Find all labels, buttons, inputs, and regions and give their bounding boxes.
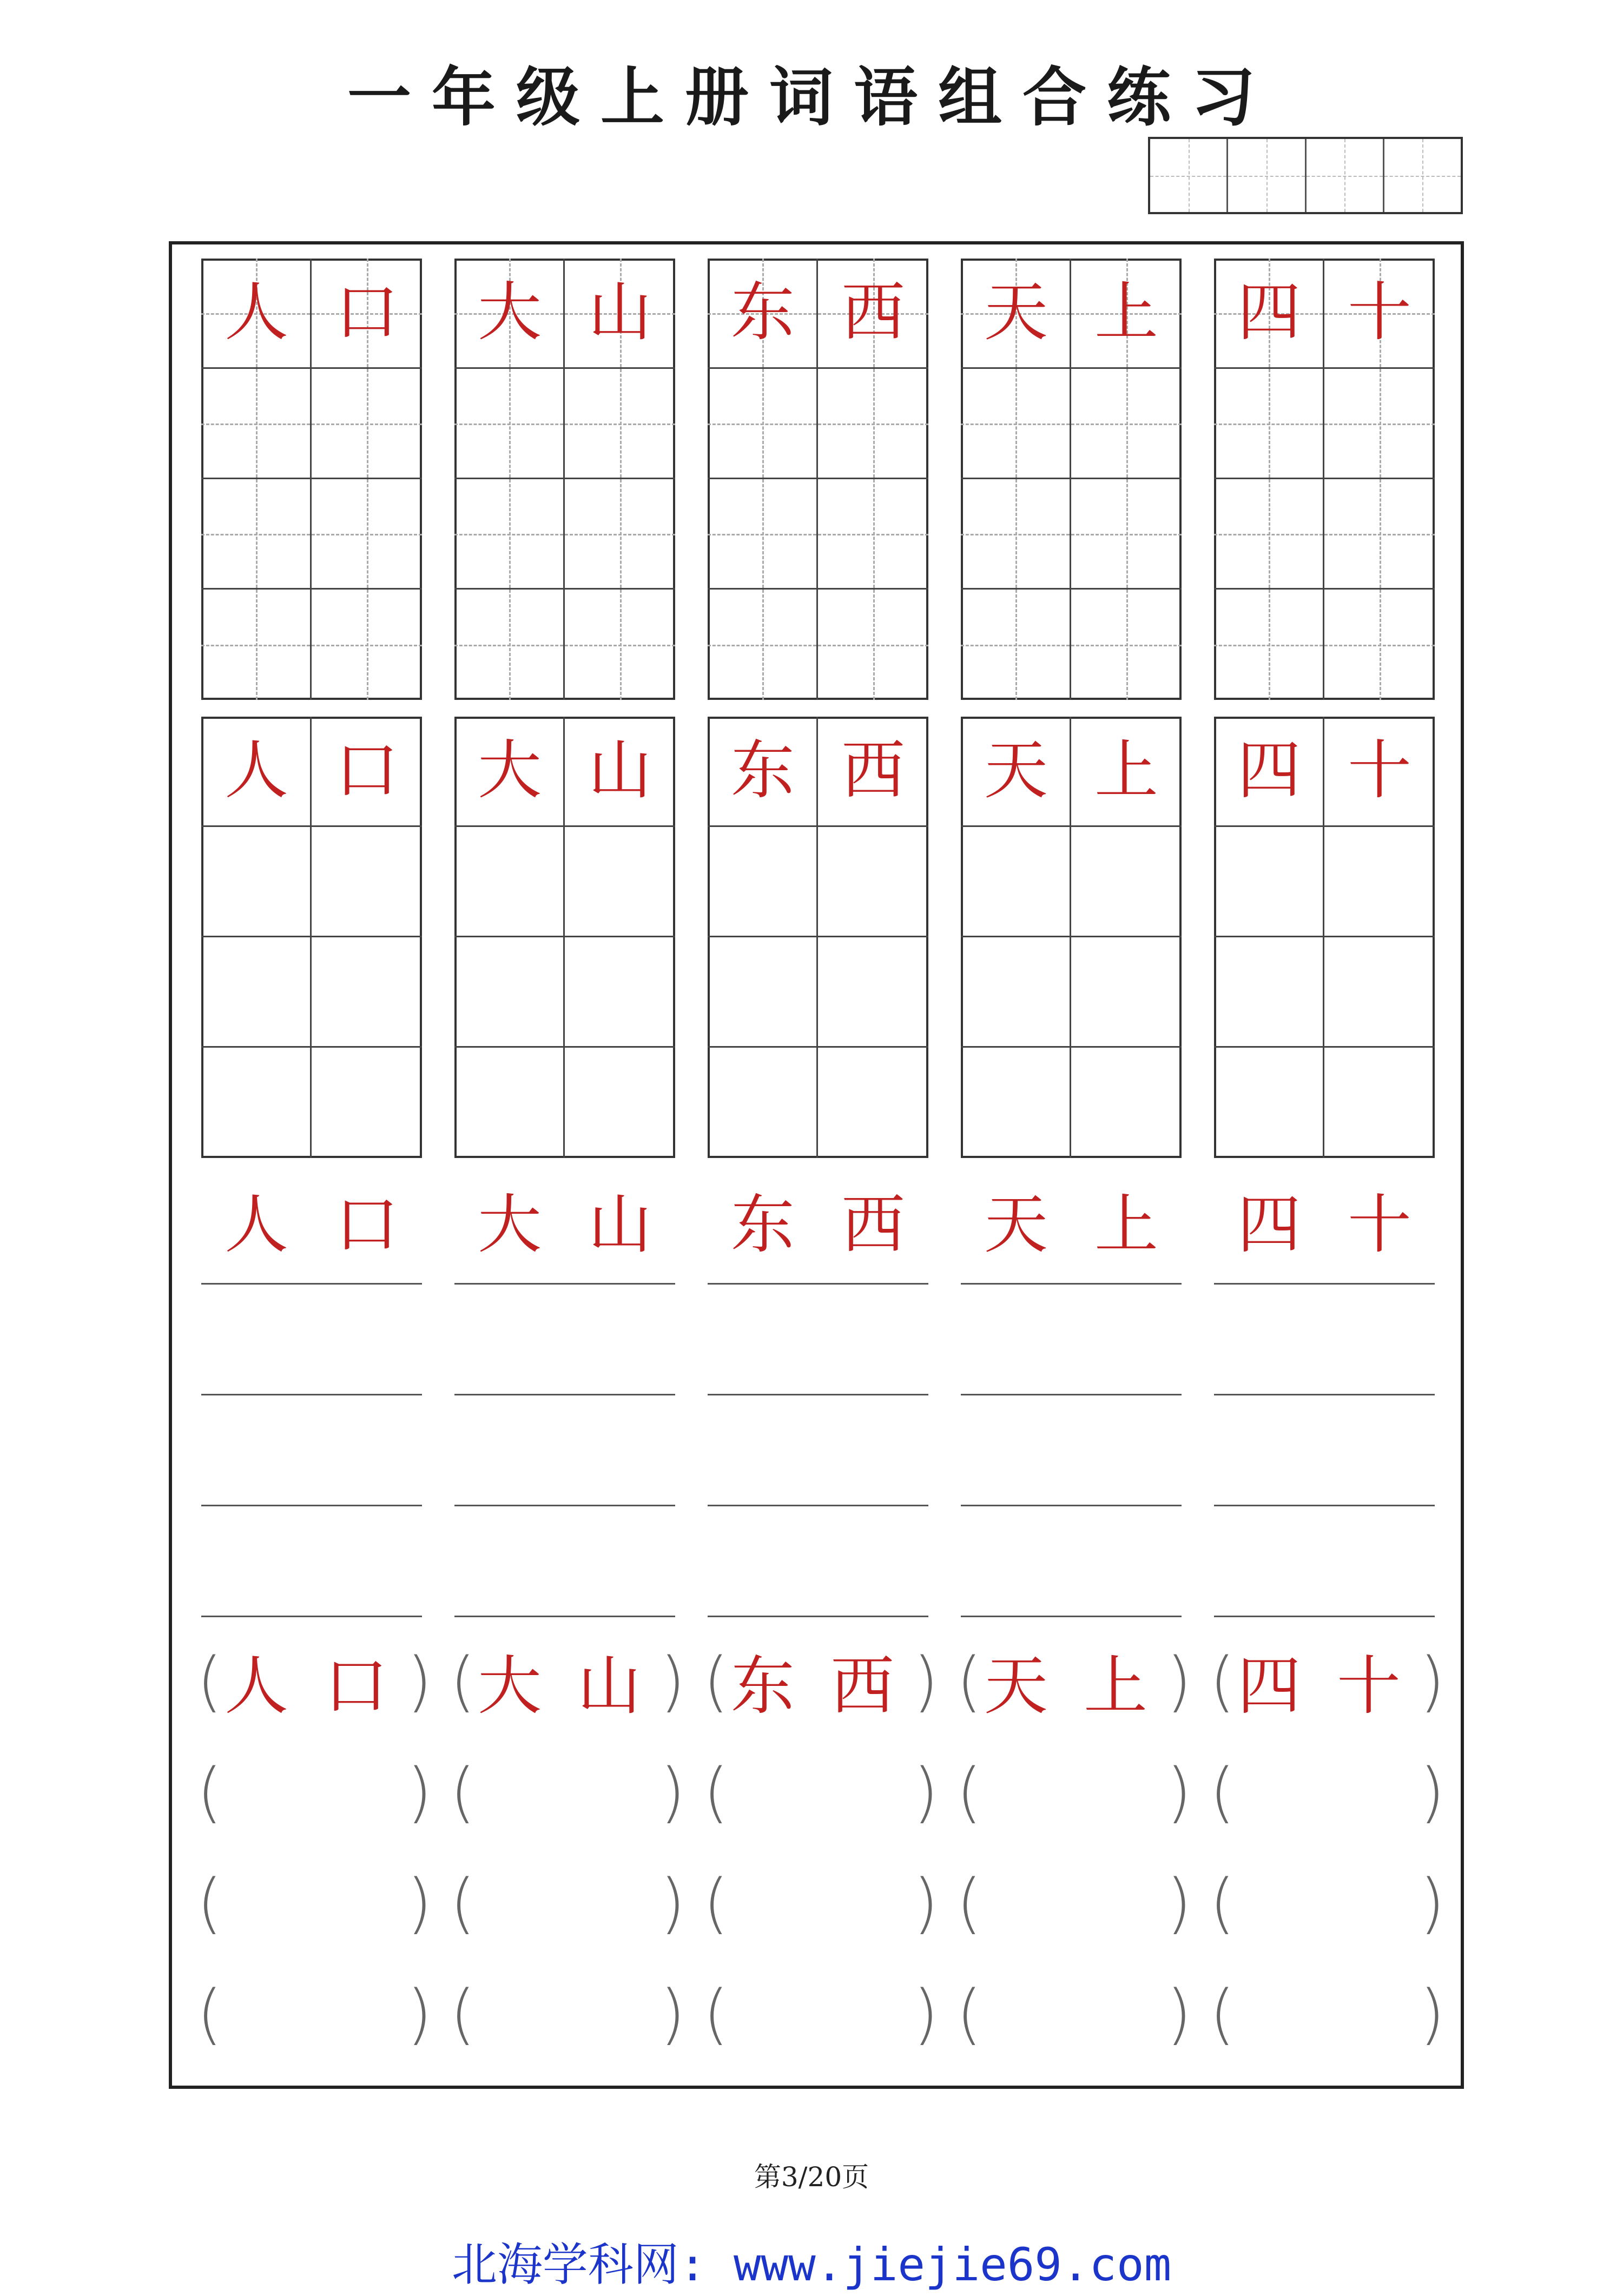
open-paren: ( [450,1644,476,1719]
writing-cell[interactable] [818,827,928,937]
close-paren: ) [1420,1755,1445,1830]
model-char: 东 [730,1187,795,1262]
writing-cell[interactable] [454,479,565,590]
name-writing-box[interactable] [1148,137,1463,214]
model-char: 山 [577,1649,641,1723]
close-paren: ) [407,1977,432,2052]
model-char: 天 [984,1187,1048,1262]
model-char: 东 [730,1649,795,1723]
writing-cell[interactable] [708,369,818,479]
writing-cell[interactable] [961,1048,1071,1158]
model-char: 四 [1237,1187,1301,1262]
writing-cell[interactable] [708,479,818,590]
writing-cell[interactable] [708,827,818,937]
answer-blank[interactable] [1236,1761,1413,1831]
model-char: 十 [1347,1187,1411,1262]
model-char: 西 [841,1187,905,1262]
writing-cell[interactable] [1071,369,1182,479]
answer-blank[interactable] [223,1982,400,2053]
writing-cell[interactable] [818,479,928,590]
writing-cell[interactable] [961,369,1071,479]
writing-line[interactable] [961,1394,1182,1395]
open-paren: ( [956,1644,982,1719]
writing-line[interactable] [1214,1394,1435,1395]
writing-cell[interactable] [201,937,312,1048]
writing-cell[interactable] [565,1048,675,1158]
writing-cell[interactable] [1324,937,1435,1048]
writing-cell[interactable] [201,369,312,479]
model-char: 四 [1237,275,1301,349]
writing-cell[interactable] [961,937,1071,1048]
model-char: 东 [730,733,795,808]
model-char: 上 [1094,275,1158,349]
writing-line[interactable] [454,1616,675,1617]
answer-blank[interactable] [1236,1982,1413,2053]
model-char: 山 [588,275,652,349]
open-paren: ( [197,1755,222,1830]
name-cell[interactable] [1307,139,1384,212]
model-char: 口 [334,733,399,808]
answer-blank[interactable] [476,1761,654,1831]
open-paren: ( [956,1866,982,1941]
writing-cell[interactable] [201,479,312,590]
open-paren: ( [1210,1977,1235,2052]
writing-line[interactable] [454,1505,675,1506]
writing-cell[interactable] [1214,590,1324,700]
writing-cell[interactable] [1324,827,1435,937]
name-cell[interactable] [1150,139,1228,212]
writing-cell[interactable] [1214,369,1324,479]
writing-line[interactable] [201,1283,422,1285]
page-title: 一年级上册词语组合练习 [347,59,1276,135]
close-paren: ) [913,1977,939,2052]
writing-cell[interactable] [1214,937,1324,1048]
writing-cell[interactable] [454,827,565,937]
writing-cell[interactable] [818,590,928,700]
writing-cell[interactable] [454,590,565,700]
writing-line[interactable] [1214,1505,1435,1506]
model-char: 上 [1094,733,1158,808]
model-char: 大 [477,1187,542,1262]
open-paren: ( [703,1977,729,2052]
writing-cell[interactable] [312,479,422,590]
writing-cell[interactable] [1071,1048,1182,1158]
open-paren: ( [450,1755,476,1830]
model-char: 天 [984,733,1048,808]
answer-blank[interactable] [729,1761,907,1831]
writing-cell[interactable] [708,1048,818,1158]
answer-blank[interactable] [729,1982,907,2053]
answer-blank[interactable] [982,1982,1160,2053]
model-char: 大 [477,733,542,808]
model-char: 人 [224,733,288,808]
writing-cell[interactable] [708,590,818,700]
open-paren: ( [450,1866,476,1941]
writing-cell[interactable] [1324,369,1435,479]
writing-line[interactable] [454,1394,675,1395]
writing-line[interactable] [961,1505,1182,1506]
writing-cell[interactable] [201,827,312,937]
close-paren: ) [407,1644,432,1719]
close-paren: ) [1420,1977,1445,2052]
writing-cell[interactable] [312,827,422,937]
writing-cell[interactable] [1324,590,1435,700]
writing-cell[interactable] [565,827,675,937]
writing-cell[interactable] [454,1048,565,1158]
close-paren: ) [913,1644,939,1719]
model-char: 十 [1347,733,1411,808]
writing-cell[interactable] [312,590,422,700]
writing-line[interactable] [201,1505,422,1506]
open-paren: ( [197,1866,222,1941]
model-char: 口 [334,275,399,349]
open-paren: ( [1210,1755,1235,1830]
close-paren: ) [1166,1755,1192,1830]
model-char: 口 [334,1187,399,1262]
writing-line[interactable] [708,1394,928,1395]
model-char: 人 [224,1649,288,1723]
answer-blank[interactable] [982,1761,1160,1831]
model-char: 上 [1083,1649,1147,1723]
writing-cell[interactable] [565,590,675,700]
writing-cell[interactable] [201,590,312,700]
answer-blank[interactable] [982,1871,1160,1942]
open-paren: ( [450,1977,476,2052]
close-paren: ) [660,1644,685,1719]
writing-line[interactable] [1214,1283,1435,1285]
close-paren: ) [660,1866,685,1941]
writing-line[interactable] [201,1394,422,1395]
writing-cell[interactable] [1071,479,1182,590]
close-paren: ) [407,1755,432,1830]
writing-cell[interactable] [961,590,1071,700]
open-paren: ( [1210,1866,1235,1941]
model-char: 大 [477,275,542,349]
writing-line[interactable] [1214,1616,1435,1617]
writing-cell[interactable] [312,937,422,1048]
writing-cell[interactable] [1214,1048,1324,1158]
writing-line[interactable] [201,1616,422,1617]
writing-line[interactable] [961,1616,1182,1617]
close-paren: ) [913,1866,939,1941]
name-cell[interactable] [1384,139,1461,212]
writing-cell[interactable] [708,937,818,1048]
writing-line[interactable] [454,1283,675,1285]
model-char: 大 [477,1649,542,1723]
writing-cell[interactable] [961,479,1071,590]
answer-blank[interactable] [476,1871,654,1942]
open-paren: ( [956,1755,982,1830]
writing-cell[interactable] [1214,479,1324,590]
model-char: 人 [224,1187,288,1262]
model-char: 西 [841,275,905,349]
close-paren: ) [1166,1644,1192,1719]
open-paren: ( [197,1977,222,2052]
open-paren: ( [703,1755,729,1830]
writing-cell[interactable] [961,827,1071,937]
writing-cell[interactable] [818,369,928,479]
open-paren: ( [703,1644,729,1719]
close-paren: ) [1166,1977,1192,2052]
close-paren: ) [660,1755,685,1830]
site-watermark: 北海学科网: www.jiejie69.com [451,2238,1172,2291]
writing-cell[interactable] [1071,590,1182,700]
close-paren: ) [407,1866,432,1941]
open-paren: ( [1210,1644,1235,1719]
model-char: 天 [984,1649,1048,1723]
open-paren: ( [956,1977,982,2052]
model-char: 口 [324,1649,388,1723]
model-char: 东 [730,275,795,349]
writing-cell[interactable] [454,369,565,479]
writing-cell[interactable] [454,937,565,1048]
writing-cell[interactable] [565,937,675,1048]
model-char: 天 [984,275,1048,349]
writing-cell[interactable] [818,937,928,1048]
model-char: 十 [1336,1649,1401,1723]
close-paren: ) [1166,1866,1192,1941]
writing-cell[interactable] [818,1048,928,1158]
writing-line[interactable] [708,1505,928,1506]
answer-blank[interactable] [223,1871,400,1942]
writing-cell[interactable] [312,369,422,479]
close-paren: ) [1420,1644,1445,1719]
writing-line[interactable] [708,1616,928,1617]
model-char: 上 [1094,1187,1158,1262]
answer-blank[interactable] [729,1871,907,1942]
model-char: 四 [1237,733,1301,808]
model-char: 人 [224,275,288,349]
open-paren: ( [197,1644,222,1719]
writing-cell[interactable] [1071,937,1182,1048]
writing-line[interactable] [708,1283,928,1285]
close-paren: ) [913,1755,939,1830]
name-cell[interactable] [1228,139,1306,212]
close-paren: ) [1420,1866,1445,1941]
close-paren: ) [660,1977,685,2052]
writing-line[interactable] [961,1283,1182,1285]
writing-cell[interactable] [1324,479,1435,590]
page-number: 第3/20页 [754,2161,869,2193]
writing-cell[interactable] [1324,1048,1435,1158]
model-char: 四 [1237,1649,1301,1723]
model-char: 山 [588,1187,652,1262]
writing-cell[interactable] [1214,827,1324,937]
writing-cell[interactable] [312,1048,422,1158]
writing-cell[interactable] [565,479,675,590]
answer-blank[interactable] [476,1982,654,2053]
answer-blank[interactable] [1236,1871,1413,1942]
open-paren: ( [703,1866,729,1941]
writing-cell[interactable] [1071,827,1182,937]
model-char: 十 [1347,275,1411,349]
model-char: 山 [588,733,652,808]
writing-cell[interactable] [201,1048,312,1158]
model-char: 西 [841,733,905,808]
writing-cell[interactable] [565,369,675,479]
answer-blank[interactable] [223,1761,400,1831]
model-char: 西 [830,1649,894,1723]
